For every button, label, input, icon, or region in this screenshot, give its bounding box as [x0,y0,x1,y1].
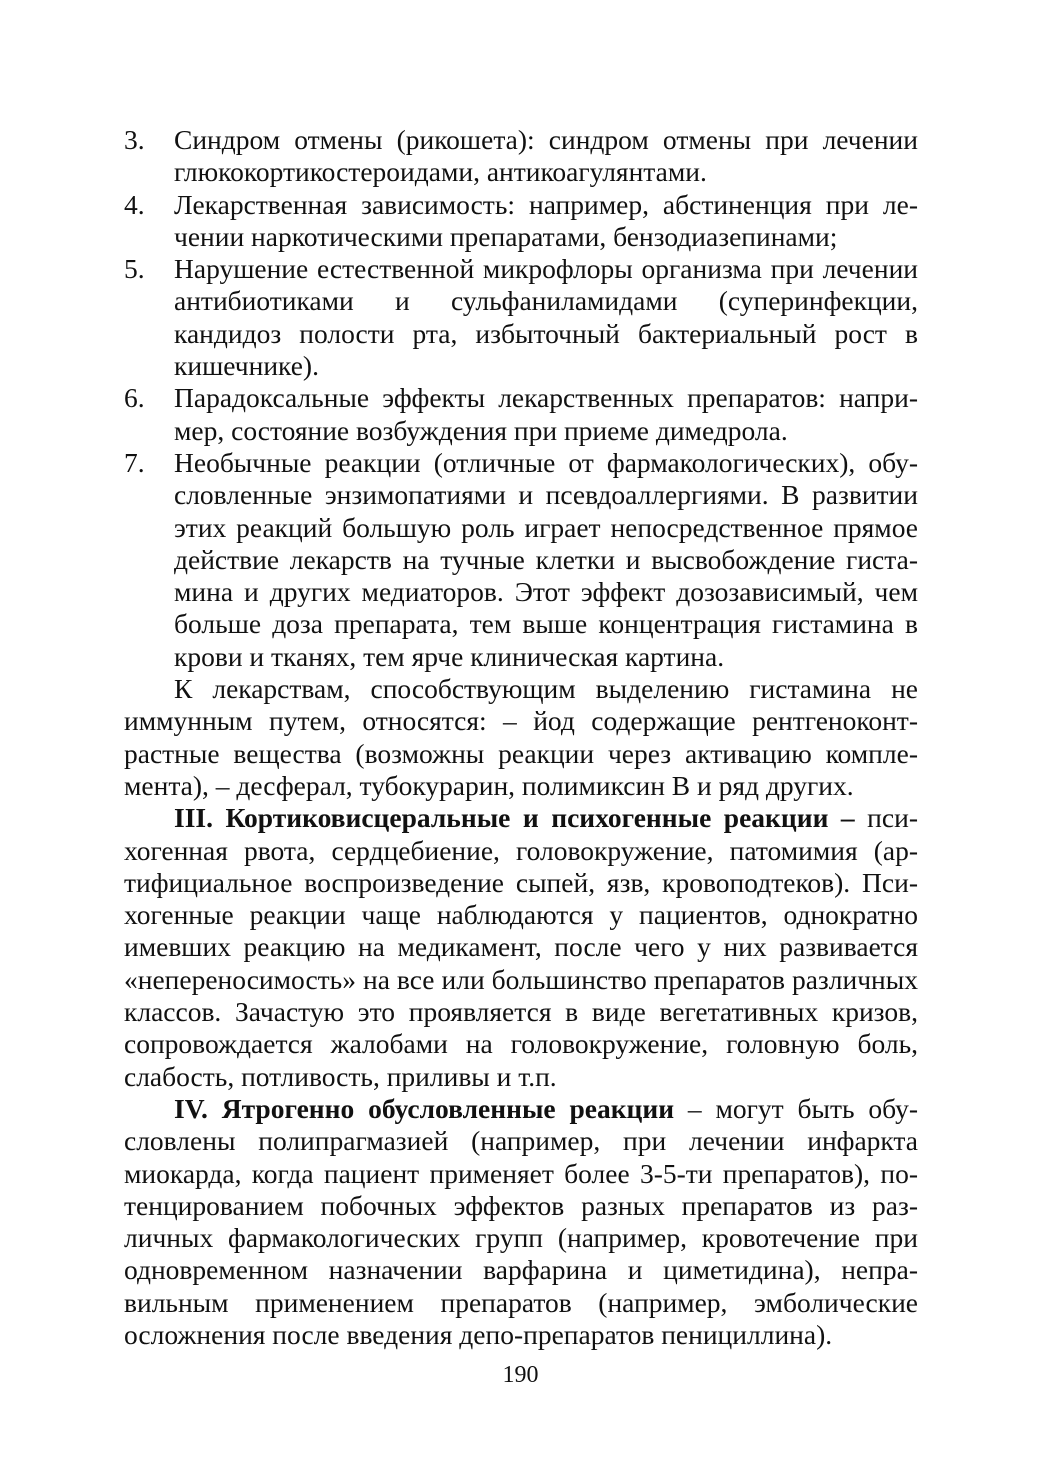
section-4-heading: IV. Ятрогенно обусловленные реакции [174,1092,675,1124]
section-3-heading: III. Кортиковисцеральные и психогенные реакции – [174,802,855,834]
list-item [124,253,918,382]
list-item-number: 4. [124,188,145,220]
list-item-number: 5. [124,253,145,285]
list-item-text: Необычные реакции (отличные от фармакологических), обусловленные энзимопатиями и псевдоаллергиями. В развитии этих реакций большую роль играет непосредственное прямое действие лекарств на тучные клетки и высвобождение гистамина и других медиаторов. Этот эффект дозозависимый, чем больше доза препарата, тем выше концентрация гистамина в крови и тканях, тем ярче клиническая картина. [174,446,918,672]
section-4-paragraph [124,1093,918,1351]
section-3-text: психогенная рвота, сердцебиение, головокружение, патомимия (артифициальное воспроизведение сыпей, язв, кровоподтеков). Психогенные реакции чаще наблюдаются у пациентов, однократно имевших реакцию на медикамент, после чего у них развивается «непереносимость» на все или большинство препаратов различных классов. Зачастую это проявляется в виде вегетативных кризов, сопровождается жалобами на головокружение, головную боль, слабость, потливость, приливы и т.п. [124,802,918,1092]
section-4-text: – могут быть обусловлены полипрагмазией (например, при лечении инфаркта миокарда, когда пациент применяет более 3-5-ти препаратов), потенцированием побочных эффектов разных препаратов из различных фармакологических групп (например, кровотечение при одновременном назначении варфарина и циметидина), неправильным применением препаратов (например, эмболические осложнения после введения депо-препаратов пенициллина). [124,1092,918,1350]
list-item-number: 7. [124,446,145,478]
section-3-paragraph [124,802,918,1093]
histamine-paragraph: К лекарствам, способствующим выделению гистамина не иммунным путем, относятся: – йод содержащие рентгеноконтрастные вещества (возможны реакции через активацию комплемента), – десферал, тубокурарин, полимиксин В и ряд других. [124,673,918,801]
list-item-text: Парадоксальные эффекты лекарственных препаратов: например, состояние возбуждения при приеме димедрола. [174,382,918,446]
list-item-text: Лекарственная зависимость: например, абстиненция при лечении наркотическими препаратами, бензодиазепинами; [174,188,918,252]
numbered-list [124,124,918,673]
list-item [124,447,918,673]
list-item-number: 6. [124,382,145,414]
list-item-text: Нарушение естественной микрофлоры организма при лечении антибиотиками и сульфаниламидами (суперинфекции, кандидоз полости рта, избыточный бактериальный рост в кишечнике). [174,253,918,382]
list-item [124,189,918,254]
page-body [124,124,918,1351]
page-number: 190 [502,1362,539,1388]
list-item [124,382,918,447]
list-item-number: 3. [124,124,145,155]
list-item [124,124,918,189]
list-item-text: Синдром отмены (рикошета): синдром отмены при лечении глюкокортикостероидами, антикоагулянтами. [174,124,918,188]
